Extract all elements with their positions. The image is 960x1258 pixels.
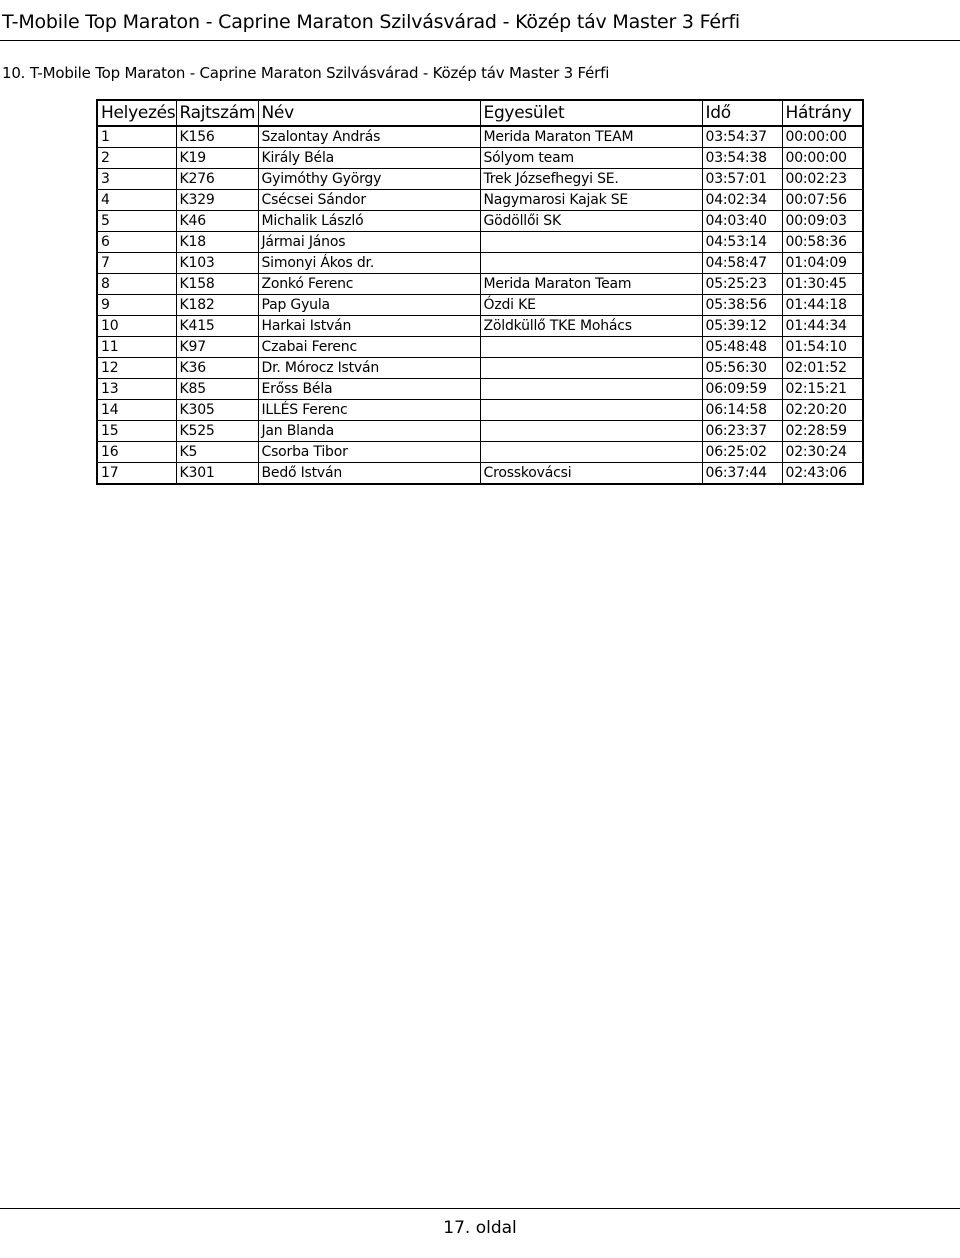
- cell-gap: 01:30:45: [782, 274, 863, 295]
- table-row: [97, 232, 863, 253]
- column-header-bib: Rajtszám: [176, 100, 258, 126]
- cell-time: 04:58:47: [702, 253, 782, 274]
- page-number: 17. oldal: [443, 1218, 517, 1238]
- cell-bib: K276: [176, 169, 258, 190]
- table-row: [97, 148, 863, 169]
- cell-gap: 00:07:56: [782, 190, 863, 211]
- cell-time: 05:56:30: [702, 358, 782, 379]
- cell-club: Nagymarosi Kajak SE: [480, 190, 702, 211]
- cell-gap: 02:15:21: [782, 379, 863, 400]
- cell-name: Erőss Béla: [258, 379, 480, 400]
- cell-time: 03:57:01: [702, 169, 782, 190]
- cell-name: Jan Blanda: [258, 421, 480, 442]
- cell-bib: K46: [176, 211, 258, 232]
- column-header-name: Név: [258, 100, 480, 126]
- cell-name: Jármai János: [258, 232, 480, 253]
- cell-club: Crosskovácsi: [480, 463, 702, 485]
- cell-time: 04:03:40: [702, 211, 782, 232]
- cell-bib: K18: [176, 232, 258, 253]
- cell-time: 03:54:37: [702, 126, 782, 148]
- cell-bib: K415: [176, 316, 258, 337]
- table-row: [97, 274, 863, 295]
- cell-gap: 01:44:34: [782, 316, 863, 337]
- cell-placement: 4: [97, 190, 176, 211]
- header-divider: [0, 40, 960, 41]
- cell-placement: 9: [97, 295, 176, 316]
- cell-time: 05:48:48: [702, 337, 782, 358]
- cell-placement: 14: [97, 400, 176, 421]
- cell-club: [480, 358, 702, 379]
- column-header-placement: Helyezés: [97, 100, 176, 126]
- cell-gap: 00:00:00: [782, 126, 863, 148]
- cell-gap: 02:01:52: [782, 358, 863, 379]
- cell-gap: 01:44:18: [782, 295, 863, 316]
- table-row: [97, 337, 863, 358]
- cell-placement: 15: [97, 421, 176, 442]
- table-row: [97, 295, 863, 316]
- cell-placement: 1: [97, 126, 176, 148]
- cell-placement: 7: [97, 253, 176, 274]
- cell-gap: 02:30:24: [782, 442, 863, 463]
- cell-gap: 00:02:23: [782, 169, 863, 190]
- cell-gap: 00:00:00: [782, 148, 863, 169]
- cell-name: Michalik László: [258, 211, 480, 232]
- cell-club: Gödöllői SK: [480, 211, 702, 232]
- cell-name: ILLÉS Ferenc: [258, 400, 480, 421]
- cell-gap: 00:58:36: [782, 232, 863, 253]
- table-row: [97, 442, 863, 463]
- cell-bib: K156: [176, 126, 258, 148]
- table-row: [97, 253, 863, 274]
- cell-time: 06:37:44: [702, 463, 782, 485]
- cell-bib: K85: [176, 379, 258, 400]
- cell-club: [480, 232, 702, 253]
- results-body: [97, 126, 863, 484]
- cell-time: 05:39:12: [702, 316, 782, 337]
- results-table: [96, 99, 864, 485]
- cell-name: Pap Gyula: [258, 295, 480, 316]
- cell-bib: K36: [176, 358, 258, 379]
- cell-time: 06:23:37: [702, 421, 782, 442]
- cell-club: Trek Józsefhegyi SE.: [480, 169, 702, 190]
- cell-name: Király Béla: [258, 148, 480, 169]
- table-row: [97, 169, 863, 190]
- cell-bib: K301: [176, 463, 258, 485]
- column-header-club: Egyesület: [480, 100, 702, 126]
- cell-placement: 6: [97, 232, 176, 253]
- cell-name: Dr. Mórocz István: [258, 358, 480, 379]
- cell-bib: K19: [176, 148, 258, 169]
- cell-placement: 16: [97, 442, 176, 463]
- table-row: [97, 421, 863, 442]
- cell-bib: K103: [176, 253, 258, 274]
- cell-placement: 12: [97, 358, 176, 379]
- cell-time: 04:53:14: [702, 232, 782, 253]
- cell-club: [480, 253, 702, 274]
- cell-club: Ózdi KE: [480, 295, 702, 316]
- cell-club: [480, 337, 702, 358]
- cell-time: 03:54:38: [702, 148, 782, 169]
- section-title: 10. T-Mobile Top Maraton - Caprine Maraton Szilvásvárad - Közép táv Master 3 Férfi: [2, 64, 610, 82]
- cell-club: Zöldküllő TKE Mohács: [480, 316, 702, 337]
- column-header-gap: Hátrány: [782, 100, 863, 126]
- cell-time: 05:25:23: [702, 274, 782, 295]
- cell-placement: 13: [97, 379, 176, 400]
- cell-name: Csécsei Sándor: [258, 190, 480, 211]
- table-row: [97, 463, 863, 485]
- table-row: [97, 126, 863, 148]
- cell-placement: 17: [97, 463, 176, 485]
- table-row: [97, 316, 863, 337]
- cell-bib: K182: [176, 295, 258, 316]
- cell-name: Gyimóthy György: [258, 169, 480, 190]
- table-header-row: [97, 100, 863, 126]
- cell-placement: 5: [97, 211, 176, 232]
- cell-name: Bedő István: [258, 463, 480, 485]
- cell-placement: 3: [97, 169, 176, 190]
- cell-gap: 01:04:09: [782, 253, 863, 274]
- cell-name: Czabai Ferenc: [258, 337, 480, 358]
- page-header-title: T-Mobile Top Maraton - Caprine Maraton Szilvásvárad - Közép táv Master 3 Férfi: [2, 11, 741, 33]
- cell-gap: 01:54:10: [782, 337, 863, 358]
- cell-bib: K525: [176, 421, 258, 442]
- cell-bib: K158: [176, 274, 258, 295]
- cell-bib: K329: [176, 190, 258, 211]
- cell-club: Merida Maraton Team: [480, 274, 702, 295]
- column-header-time: Idő: [702, 100, 782, 126]
- cell-name: Simonyi Ákos dr.: [258, 253, 480, 274]
- cell-club: Sólyom team: [480, 148, 702, 169]
- cell-gap: 02:28:59: [782, 421, 863, 442]
- cell-club: [480, 400, 702, 421]
- cell-club: [480, 379, 702, 400]
- cell-bib: K305: [176, 400, 258, 421]
- cell-name: Zonkó Ferenc: [258, 274, 480, 295]
- cell-time: 05:38:56: [702, 295, 782, 316]
- table-row: [97, 400, 863, 421]
- table-row: [97, 358, 863, 379]
- cell-name: Harkai István: [258, 316, 480, 337]
- cell-placement: 10: [97, 316, 176, 337]
- cell-gap: 02:43:06: [782, 463, 863, 485]
- cell-placement: 8: [97, 274, 176, 295]
- cell-time: 04:02:34: [702, 190, 782, 211]
- footer-divider: [0, 1208, 960, 1209]
- cell-club: [480, 421, 702, 442]
- cell-bib: K5: [176, 442, 258, 463]
- cell-time: 06:25:02: [702, 442, 782, 463]
- cell-club: Merida Maraton TEAM: [480, 126, 702, 148]
- cell-name: Szalontay András: [258, 126, 480, 148]
- cell-name: Csorba Tibor: [258, 442, 480, 463]
- table-row: [97, 211, 863, 232]
- cell-bib: K97: [176, 337, 258, 358]
- table-row: [97, 190, 863, 211]
- cell-time: 06:14:58: [702, 400, 782, 421]
- table-row: [97, 379, 863, 400]
- cell-time: 06:09:59: [702, 379, 782, 400]
- cell-gap: 02:20:20: [782, 400, 863, 421]
- cell-placement: 2: [97, 148, 176, 169]
- cell-placement: 11: [97, 337, 176, 358]
- cell-gap: 00:09:03: [782, 211, 863, 232]
- cell-club: [480, 442, 702, 463]
